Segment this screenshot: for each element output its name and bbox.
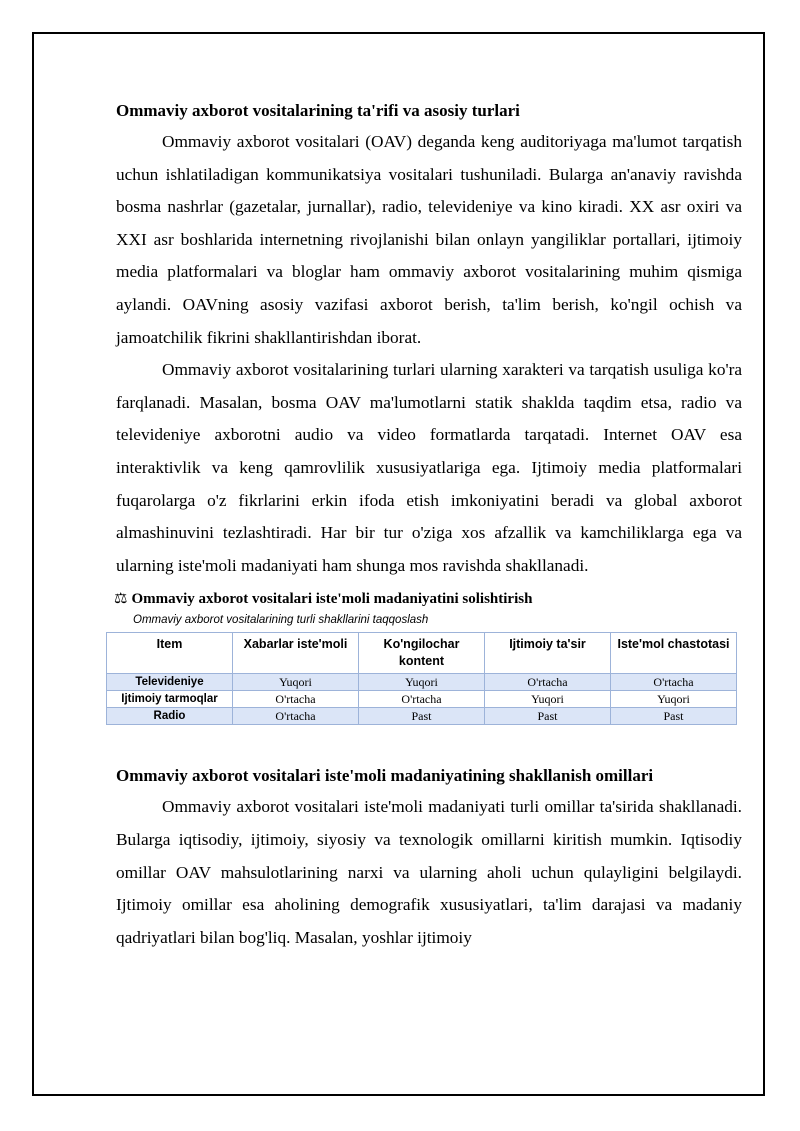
column-header: Ko'ngilochar kontent <box>359 633 485 674</box>
table-cell: Past <box>359 708 485 725</box>
table-cell: O'rtacha <box>233 691 359 708</box>
table-cell: Yuqori <box>611 691 737 708</box>
table-cell: Yuqori <box>233 674 359 691</box>
column-header: Xabarlar iste'moli <box>233 633 359 674</box>
comparison-table <box>106 632 737 725</box>
section-heading-2: Ommaviy axborot vositalari iste'moli madaniyatining shakllanish omillari <box>116 766 654 786</box>
figure-title-text: Ommaviy axborot vositalari iste'moli madaniyatini solishtirish <box>131 591 533 608</box>
paragraph-3: Ommaviy axborot vositalari iste'moli madaniyati turli omillar ta'sirida shakllanadi. Bularga iqtisodiy, ijtimoiy, siyosiy va texnologik omillarni kiritish mumkin. Iqtisodiy omillar OAV mahsulotlarining narxi va ularning aholi uchun qulayligini belgilaydi. Ijtimoiy omillar esa aholining demografik xususiyatlari, ta'lim darajasi va madaniy qadriyatlari bilan bog'liq. Masalan, yoshlar ijtimoiy <box>116 797 742 947</box>
paragraph-1: Ommaviy axborot vositalari (OAV) deganda keng auditoriyaga ma'lumot tarqatish uchun ishlatiladigan kommunikatsiya vositalari tushuniladi. Bularga an'anaviy ravishda bosma nashrlar (gazetalar, jurnallar), radio, televideniye va kino kiradi. XX asr oxiri va XXI asr boshlarida internetning rivojlanishi bilan onlayn yangiliklar portallari, ijtimoiy media platformalari va bloglar ham ommaviy axborot vositalarining muhim qismiga aylandi. OAVning asosiy vazifasi axborot berish, ta'lim berish, ko'ngil ochish va jamoatchilik fikrini shakllantirishdan iborat. <box>116 132 742 347</box>
table-cell: Yuqori <box>485 691 611 708</box>
column-header: Iste'mol chastotasi <box>611 633 737 674</box>
section-heading-1: Ommaviy axborot vositalarining ta'rifi va asosiy turlari <box>116 101 520 120</box>
table-cell: O'rtacha <box>611 674 737 691</box>
document-body <box>116 96 742 954</box>
scale-icon: ⚖ <box>114 591 128 608</box>
table-caption: Ommaviy axborot vositalarining turli shakllarini taqqoslash <box>133 614 429 627</box>
table-cell: O'rtacha <box>359 691 485 708</box>
table-cell: Past <box>485 708 611 725</box>
column-header: Item <box>107 633 233 674</box>
row-header: Radio <box>107 708 233 725</box>
table-row <box>107 691 737 708</box>
table-cell: O'rtacha <box>233 708 359 725</box>
table-row <box>107 708 737 725</box>
table-header-row <box>107 633 737 674</box>
paragraph-2: Ommaviy axborot vositalarining turlari ularning xarakteri va tarqatish usuliga ko'ra farqlanadi. Masalan, bosma OAV ma'lumotlarni statik shaklda taqdim etsa, radio va televideniye axborotni audio va video formatlarda tarqatadi. Internet OAV esa interaktivlik va keng qamrovlilik xususiyatlariga ega. Ijtimoiy media platformalari fuqarolarga o'z fikrlarini erkin ifoda etish imkoniyatini beradi va global axborot almashinuvini tezlashtiradi. Har bir tur o'ziga xos afzallik va kamchiliklarga ega va ularning iste'moli madaniyati ham shunga mos ravishda shakllanadi. <box>116 360 742 575</box>
table-cell: O'rtacha <box>485 674 611 691</box>
figure-title <box>114 588 742 610</box>
table-row <box>107 674 737 691</box>
table-cell: Past <box>611 708 737 725</box>
row-header: Televideniye <box>107 674 233 691</box>
row-header: Ijtimoiy tarmoqlar <box>107 691 233 708</box>
table-cell: Yuqori <box>359 674 485 691</box>
column-header: Ijtimoiy ta'sir <box>485 633 611 674</box>
